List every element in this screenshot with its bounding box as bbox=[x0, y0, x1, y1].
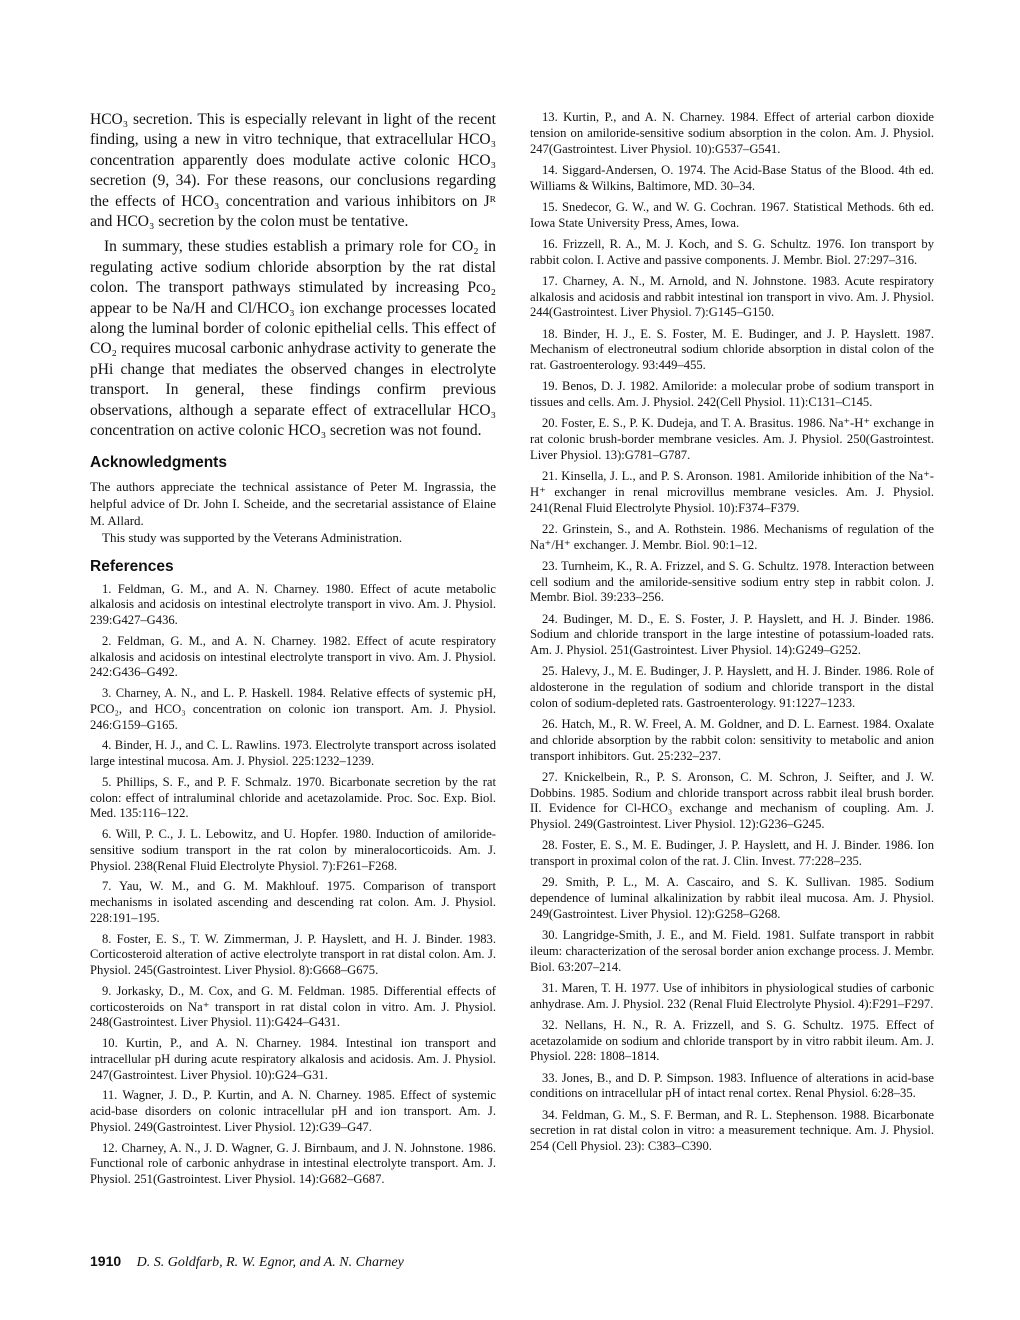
reference-item: 27. Knickelbein, R., P. S. Aronson, C. M. Schron, J. Seifter, and J. W. Dobbins. 1985. Sodium and chloride transport across rabbit ileal brush border. II. Evidence for Cl-HCO₃ exchange and mechanism of coupling. Am. J. Physiol. 249(Gastrointest. Liver Physiol. 12):G236–G245. bbox=[530, 769, 934, 831]
reference-item: 18. Binder, H. J., E. S. Foster, M. E. Budinger, and J. P. Hayslett. 1987. Mechanism of electroneutral sodium chloride absorption in distal colon of the rat. Gastroenterology. 93:449–455. bbox=[530, 326, 934, 372]
reference-item: 28. Foster, E. S., M. E. Budinger, J. P. Hayslett, and H. J. Binder. 1986. Ion transport in proximal colon of the rat. J. Clin. Invest. 77:228–235. bbox=[530, 838, 934, 868]
reference-item: 14. Siggard-Andersen, O. 1974. The Acid-Base Status of the Blood. 4th ed. Williams & Wilkins, Baltimore, MD. 30–34. bbox=[530, 162, 934, 193]
reference-item: 11. Wagner, J. D., P. Kurtin, and A. N. Charney. 1985. Effect of systemic acid-base disorders on colonic intracellular pH and ion transport. Am. J. Physiol. 249(Gastrointest. Liver Physiol. 12):G39–G47. bbox=[90, 1088, 496, 1134]
body-paragraph: In summary, these studies establish a primary role for CO₂ in regulating active sodium chloride absorption by the rat distal colon. The transport pathways stimulated by increasing Pco₂ appear to be Na/H and Cl/HCO₃ ion exchange processes located along the luminal border of colonic epithelial cells. This effect of CO₂ requires mucosal carbonic anhydrase activity to generate the pHi change that mediates the observed changes in electrolyte transport. In general, these findings confirm previous observations, although a separate effect of extracellular HCO₃ concentration on active colonic HCO₃ secretion was not found. bbox=[90, 238, 496, 440]
reference-item: 33. Jones, B., and D. P. Simpson. 1983. Influence of alterations in acid-base conditions on intracellular pH of intact renal cortex. Renal Physiol. 6:28–35. bbox=[530, 1070, 934, 1101]
reference-item: 1. Feldman, G. M., and A. N. Charney. 1980. Effect of acute metabolic alkalosis and acidosis on intestinal electrolyte transport in vivo. Am. J. Physiol. 239:G427–G436. bbox=[90, 581, 496, 627]
references-list-right bbox=[530, 110, 934, 1155]
body-paragraph: HCO₃ secretion. This is especially relevant in light of the recent finding, using a new in vitro technique, that extracellular HCO₃ concentration apparently does modulate active colonic HCO₃ secretion (9, 34). For these reasons, our conclusions regarding the effects of HCO₃ concentration and various inhibitors on Jᴿ and HCO₃ secretion by the colon must be tentative. bbox=[90, 111, 496, 231]
references-heading: References bbox=[90, 557, 174, 575]
reference-item: 24. Budinger, M. D., E. S. Foster, J. P. Hayslett, and H. J. Binder. 1986. Sodium and chloride transport in the large intestine of potassium-loaded rats. Am. J. Physiol. 251(Gastrointest. Liver Physiol. 14):G249–G252. bbox=[530, 611, 934, 657]
reference-item: 3. Charney, A. N., and L. P. Haskell. 1984. Relative effects of systemic pH, PCO₂, and HCO₃ concentration on colonic ion transport. Am. J. Physiol. 246:G159–G165. bbox=[90, 686, 496, 732]
reference-item: 29. Smith, P. L., M. A. Cascairo, and S. K. Sullivan. 1985. Sodium dependence of luminal alkalinization by rabbit ileal mucosa. Am. J. Physiol. 249(Gastrointest. Liver Physiol. 12):G258–G268. bbox=[530, 875, 934, 921]
reference-item: 15. Snedecor, G. W., and W. G. Cochran. 1967. Statistical Methods. 6th ed. Iowa State University Press, Ames, Iowa. bbox=[530, 199, 934, 230]
reference-item: 6. Will, P. C., J. L. Lebowitz, and U. Hopfer. 1980. Induction of amiloride-sensitive sodium transport in the rat colon by mineralocorticoids. Am. J. Physiol. 238(Renal Fluid Electrolyte Physiol. 7):F261–F268. bbox=[90, 827, 496, 873]
reference-item: 22. Grinstein, S., and A. Rothstein. 1986. Mechanisms of regulation of the Na⁺/H⁺ exchanger. J. Membr. Biol. 90:1–12. bbox=[530, 521, 934, 552]
acknowledgments-heading: Acknowledgments bbox=[90, 453, 227, 471]
right-column bbox=[530, 110, 934, 1160]
reference-item: 5. Phillips, S. F., and P. F. Schmalz. 1970. Bicarbonate secretion by the rat colon: effect of intraluminal chloride and acetazolamide. Proc. Soc. Exp. Biol. Med. 135:116–122. bbox=[90, 774, 496, 821]
running-authors: D. S. Goldfarb, R. W. Egnor, and A. N. Charney bbox=[136, 1255, 404, 1270]
reference-item: 31. Maren, T. H. 1977. Use of inhibitors in physiological studies of carbonic anhydrase. Am. J. Physiol. 232 (Renal Fluid Electrolyte Physiol. 4):F291–F297. bbox=[530, 980, 934, 1011]
reference-item: 34. Feldman, G. M., S. F. Berman, and R. L. Stephenson. 1988. Bicarbonate secretion in rat distal colon in vitro: a measurement technique. Am. J. Physiol. 254 (Cell Physiol. 23): C383–C390. bbox=[530, 1107, 934, 1153]
reference-item: 19. Benos, D. J. 1982. Amiloride: a molecular probe of sodium transport in tissues and cells. Am. J. Physiol. 242(Cell Physiol. 11):C131–C145. bbox=[530, 379, 934, 409]
left-column bbox=[90, 110, 496, 1193]
reference-item: 30. Langridge-Smith, J. E., and M. Field. 1981. Sulfate transport in rabbit ileum: characterization of the serosal border anion exchange process. J. Membr. Biol. 63:207–214. bbox=[530, 928, 934, 974]
reference-item: 32. Nellans, H. N., R. A. Frizzell, and S. G. Schultz. 1975. Effect of acetazolamide on sodium and chloride transport by in vitro rabbit ileum. Am. J. Physiol. 228: 1808–1814. bbox=[530, 1017, 934, 1064]
reference-item: 25. Halevy, J., M. E. Budinger, J. P. Hayslett, and H. J. Binder. 1986. Role of aldosterone in the regulation of sodium and chloride transport in the distal colon of sodium-depleted rats. Gastroenterology. 91:1227–1233. bbox=[530, 664, 934, 710]
reference-item: 23. Turnheim, K., R. A. Frizzel, and S. G. Schultz. 1978. Interaction between cell sodium and the amiloride-sensitive sodium entry step in rabbit colon. J. Membr. Biol. 39:233–256. bbox=[530, 558, 934, 605]
reference-item: 9. Jorkasky, D., M. Cox, and G. M. Feldman. 1985. Differential effects of corticosteroids on Na⁺ transport in rat distal colon in vitro. Am. J. Physiol. 248(Gastrointest. Liver Physiol. 11):G424–G431. bbox=[90, 983, 496, 1030]
reference-item: 17. Charney, A. N., M. Arnold, and N. Johnstone. 1983. Acute respiratory alkalosis and acidosis and rabbit intestinal ion transport in vivo. Am. J. Physiol. 244(Gastrointest. Liver Physiol. 7):G145–G150. bbox=[530, 273, 934, 320]
reference-item: 2. Feldman, G. M., and A. N. Charney. 1982. Effect of acute respiratory alkalosis and acidosis on intestinal electrolyte transport in vivo. Am. J. Physiol. 242:G436–G492. bbox=[90, 633, 496, 680]
page-footer bbox=[90, 1253, 404, 1271]
reference-item: 4. Binder, H. J., and C. L. Rawlins. 1973. Electrolyte transport across isolated large intestinal mucosa. Am. J. Physiol. 225:1232–1239. bbox=[90, 738, 496, 768]
acknowledgments-paragraph: This study was supported by the Veterans Administration. bbox=[102, 529, 403, 545]
references-list-left bbox=[90, 582, 496, 1188]
reference-item: 16. Frizzell, R. A., M. J. Koch, and S. G. Schultz. 1976. Ion transport by rabbit colon. I. Active and passive components. J. Membr. Biol. 27:297–316. bbox=[530, 236, 934, 267]
reference-item: 21. Kinsella, J. L., and P. S. Aronson. 1981. Amiloride inhibition of the Na⁺-H⁺ exchanger in renal microvillus membrane vesicles. Am. J. Physiol. 241(Renal Fluid Electrolyte Physiol. 10):F374–F379. bbox=[530, 469, 934, 515]
reference-item: 10. Kurtin, P., and A. N. Charney. 1984. Intestinal ion transport and intracellular pH during acute respiratory alkalosis and acidosis. Am. J. Physiol. 247(Gastrointest. Liver Physiol. 10):G24–G31. bbox=[90, 1036, 496, 1082]
page-number: 1910 bbox=[90, 1253, 122, 1269]
reference-item: 13. Kurtin, P., and A. N. Charney. 1984. Effect of arterial carbon dioxide tension on amiloride-sensitive sodium absorption in the colon. Am. J. Physiol. 247(Gastrointest. Liver Physiol. 10):G537–G541. bbox=[530, 110, 934, 156]
reference-item: 20. Foster, E. S., P. K. Dudeja, and T. A. Brasitus. 1986. Na⁺-H⁺ exchange in rat colonic brush-border membrane vesicles. Am. J. Physiol. 250(Gastrointest. Liver Physiol. 13):G781–G787. bbox=[530, 416, 934, 462]
reference-item: 12. Charney, A. N., J. D. Wagner, G. J. Birnbaum, and J. N. Johnstone. 1986. Functional role of carbonic anhydrase in intestinal electrolyte transport. Am. J. Physiol. 251(Gastrointest. Liver Physiol. 14):G682–G687. bbox=[90, 1140, 496, 1186]
reference-item: 26. Hatch, M., R. W. Freel, A. M. Goldner, and D. L. Earnest. 1984. Oxalate and chloride absorption by the rabbit colon: sensitivity to metabolic and anion transport inhibitors. Gut. 25:232–237. bbox=[530, 717, 934, 763]
acknowledgments-paragraph: The authors appreciate the technical assistance of Peter M. Ingrassia, the helpful advice of Dr. John I. Scheide, and the secretarial assistance of Elaine M. Allard. bbox=[90, 478, 496, 528]
reference-item: 8. Foster, E. S., T. W. Zimmerman, J. P. Hayslett, and H. J. Binder. 1983. Corticosteroid alteration of active electrolyte transport in rat distal colon. Am. J. Physiol. 245(Gastrointest. Liver Physiol. 8):G668–G675. bbox=[90, 931, 496, 977]
reference-item: 7. Yau, W. M., and G. M. Makhlouf. 1975. Comparison of transport mechanisms in isolated ascending and descending rat colon. Am. J. Physiol. 228:191–195. bbox=[90, 879, 496, 925]
